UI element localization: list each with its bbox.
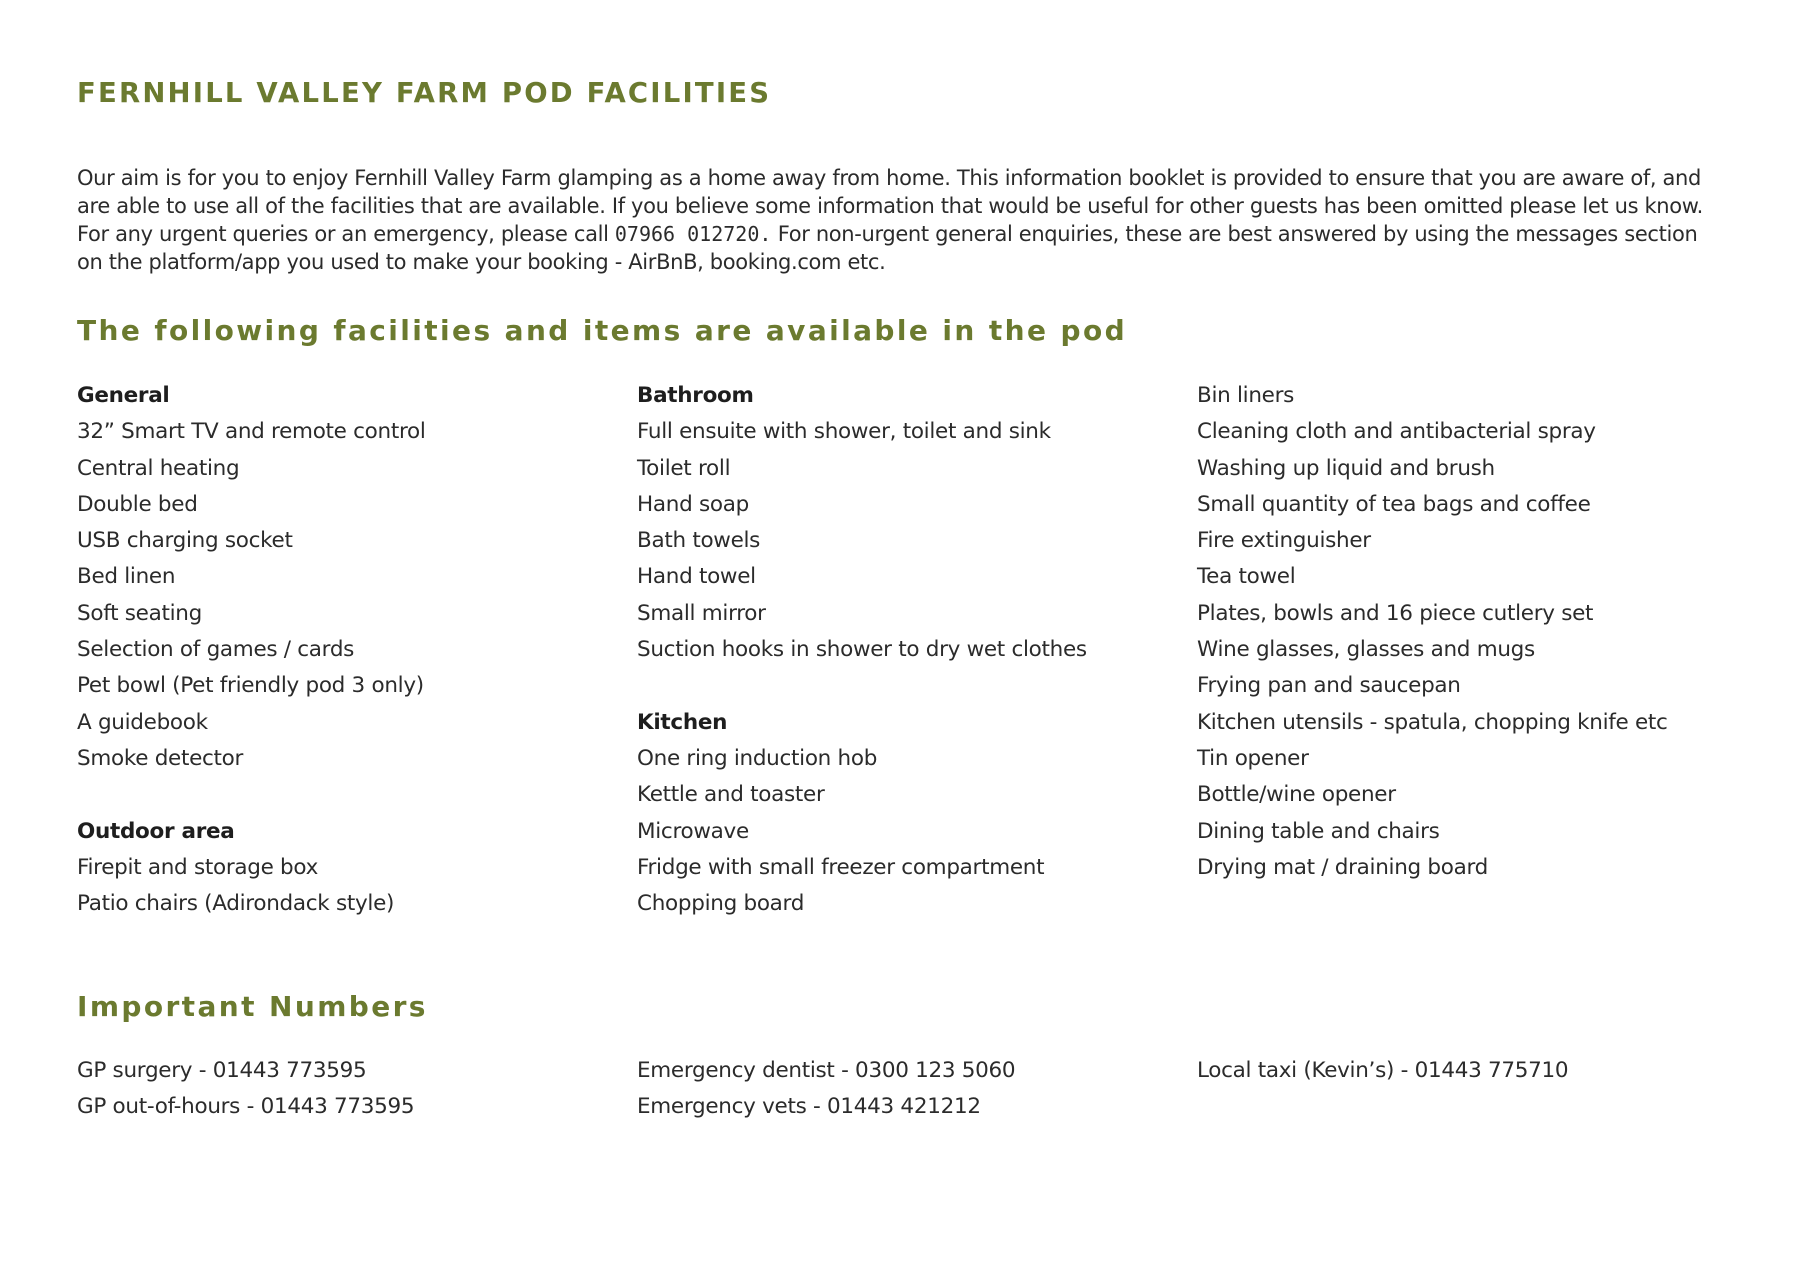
list-item: Bath towels <box>637 528 761 554</box>
list-item: Kettle and toaster <box>637 782 825 808</box>
list-item: Drying mat / draining board <box>1197 854 1488 880</box>
list-item: Hand soap <box>637 491 749 517</box>
kitchen-list <box>637 741 1157 922</box>
list-item: Microwave <box>637 818 749 844</box>
group-title-general: General <box>77 383 170 408</box>
numbers-column-3 <box>1197 1053 1717 1089</box>
facilities-column-2 <box>637 378 1157 922</box>
list-item: Washing up liquid and brush <box>1197 455 1495 481</box>
list-item: Pet bowl (Pet friendly pod 3 only) <box>77 673 424 699</box>
list-item: Fridge with small freezer compartment <box>637 854 1045 880</box>
phone-number-entry: GP surgery - 01443 773595 <box>77 1058 367 1083</box>
phone-number-entry: Local taxi (Kevin’s) - 01443 775710 <box>1197 1058 1569 1083</box>
list-item: Tin opener <box>1197 745 1309 771</box>
list-item: Tea towel <box>1197 564 1296 590</box>
list-item: Central heating <box>77 455 240 481</box>
facilities-column-3 <box>1197 378 1717 886</box>
list-item: Frying pan and saucepan <box>1197 673 1461 699</box>
list-item: Chopping board <box>637 891 805 917</box>
list-item: One ring induction hob <box>637 745 878 771</box>
list-item: Small mirror <box>637 600 766 626</box>
outdoor-list <box>77 850 597 923</box>
list-item: Smoke detector <box>77 745 244 771</box>
list-item: Kitchen utensils - spatula, chopping knife etc <box>1197 709 1668 735</box>
kitchen-more-list <box>1197 378 1717 886</box>
spacer <box>77 777 597 813</box>
list-item: Bin liners <box>1197 383 1295 408</box>
list-item: Plates, bowls and 16 piece cutlery set <box>1197 600 1594 626</box>
intro-paragraph <box>77 164 1727 276</box>
list-item: Fire extinguisher <box>1197 528 1371 554</box>
list-item: Suction hooks in shower to dry wet clothes <box>637 637 1087 663</box>
phone-number-entry: GP out-of-hours - 01443 773595 <box>77 1094 415 1120</box>
list-item: USB charging socket <box>77 528 293 554</box>
list-item: Bottle/wine opener <box>1197 782 1396 808</box>
important-numbers-heading: Important Numbers <box>77 990 428 1023</box>
group-title-kitchen: Kitchen <box>637 709 728 735</box>
list-item: Selection of games / cards <box>77 637 355 663</box>
intro-text-end: For non-urgent general enquiries, these are best answered by using the messages section on the platform/app you used to make your booking - AirBnB, booking.com etc. <box>77 222 1698 274</box>
facilities-column-1 <box>77 378 597 922</box>
group-title-outdoor: Outdoor area <box>77 818 235 844</box>
list-item: Dining table and chairs <box>1197 818 1440 844</box>
general-list <box>77 414 597 777</box>
facilities-heading: The following facilities and items are available in the pod <box>77 314 1128 347</box>
list-item: Patio chairs (Adirondack style) <box>77 891 395 917</box>
list-item: Double bed <box>77 491 198 517</box>
list-item: Wine glasses, glasses and mugs <box>1197 637 1535 663</box>
phone-number-entry: Emergency vets - 01443 421212 <box>637 1094 981 1120</box>
emergency-phone-number: 07966 012720. <box>614 222 772 246</box>
list-item: Firepit and storage box <box>77 854 319 880</box>
group-title-bathroom: Bathroom <box>637 383 754 408</box>
list-item: Bed linen <box>77 564 176 590</box>
list-item: Small quantity of tea bags and coffee <box>1197 491 1591 517</box>
list-item: Full ensuite with shower, toilet and sink <box>637 419 1051 445</box>
list-item: Soft seating <box>77 600 202 626</box>
page-title: FERNHILL VALLEY FARM POD FACILITIES <box>77 77 772 109</box>
list-item: A guidebook <box>77 709 208 735</box>
spacer <box>637 668 1157 704</box>
phone-number-entry: Emergency dentist - 0300 123 5060 <box>637 1058 1016 1083</box>
intro-text-start: Our aim is for you to enjoy Fernhill Valley Farm glamping as a home away from home. This information booklet is provided to ensure that you are aware of, and are able to use all of the facilities that are available. If you believe some information that would be useful for other guests has been omitted please let us know. For any urgent queries or an emergency, please call <box>77 166 1703 246</box>
list-item: Cleaning cloth and antibacterial spray <box>1197 419 1596 445</box>
list-item: Toilet roll <box>637 455 731 481</box>
list-item: 32” Smart TV and remote control <box>77 419 426 445</box>
numbers-column-2 <box>637 1053 1157 1126</box>
numbers-column-1 <box>77 1053 597 1126</box>
bathroom-list <box>637 414 1157 668</box>
list-item: Hand towel <box>637 564 756 590</box>
